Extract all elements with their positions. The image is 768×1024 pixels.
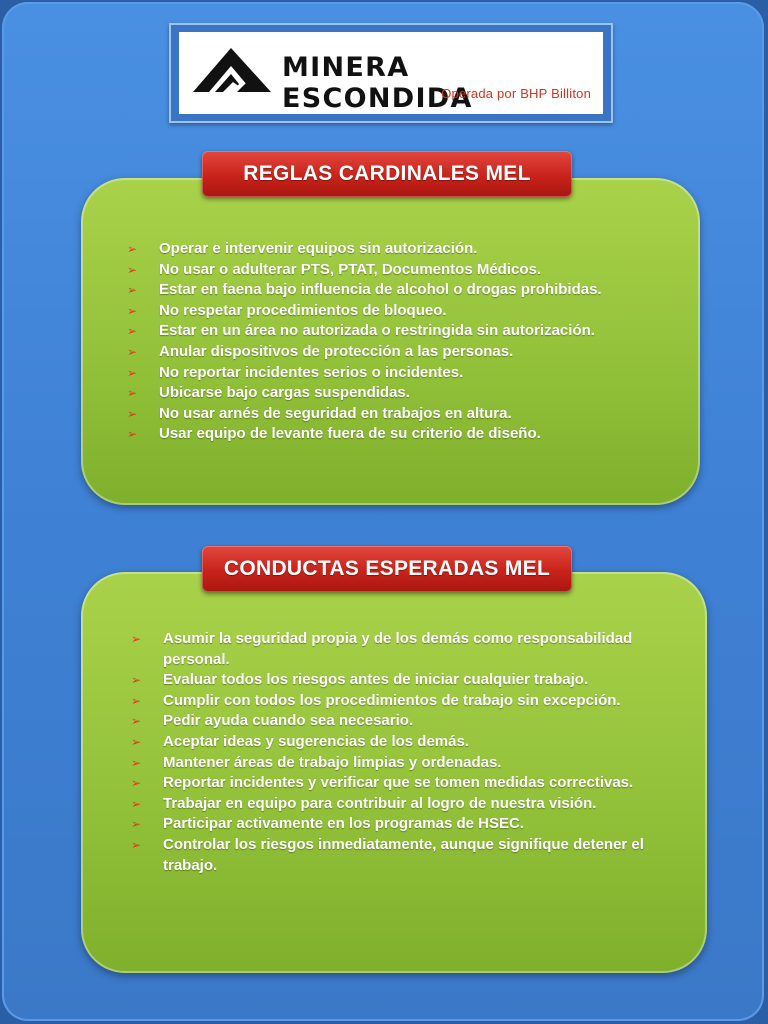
arrow-bullet-icon: ➢ xyxy=(127,262,138,277)
list-item: ➢ No respetar procedimientos de bloqueo. xyxy=(127,301,687,322)
arrow-bullet-icon: ➢ xyxy=(131,714,142,729)
rules-list xyxy=(127,239,687,445)
arrow-bullet-icon: ➢ xyxy=(127,303,138,318)
list-item: ➢ No usar o adulterar PTS, PTAT, Documentos Médicos. xyxy=(127,260,687,281)
arrow-bullet-icon: ➢ xyxy=(131,632,142,646)
arrow-bullet-icon: ➢ xyxy=(131,776,142,791)
company-subtitle: Operada por BHP Billiton xyxy=(441,86,591,101)
list-item: ➢ Cumplir con todos los procedimientos de trabajo sin excepción. xyxy=(131,691,691,712)
arrow-bullet-icon: ➢ xyxy=(127,344,138,359)
logo-frame xyxy=(169,23,613,123)
company-name: MINERA ESCONDIDA xyxy=(282,52,473,114)
arrow-bullet-icon: ➢ xyxy=(131,755,142,770)
arrow-bullet-icon: ➢ xyxy=(131,673,142,688)
arrow-bullet-icon: ➢ xyxy=(127,324,138,339)
arrow-bullet-icon: ➢ xyxy=(131,734,142,749)
list-item: ➢ Estar en faena bajo influencia de alcohol o drogas prohibidas. xyxy=(127,280,687,301)
list-item: ➢ Controlar los riesgos inmediatamente, aunque signifique detener el trabajo. xyxy=(131,835,644,874)
list-item: ➢ Evaluar todos los riesgos antes de iniciar cualquier trabajo. xyxy=(131,670,691,691)
list-item: ➢ Mantener áreas de trabajo limpias y ordenadas. xyxy=(131,753,691,774)
arrow-bullet-icon: ➢ xyxy=(131,693,142,708)
logo-panel xyxy=(179,32,603,114)
arrow-bullet-icon: ➢ xyxy=(131,796,142,811)
arrow-bullet-icon: ➢ xyxy=(131,817,142,832)
arrow-bullet-icon: ➢ xyxy=(127,406,138,421)
rules-title-banner: REGLAS CARDINALES MEL xyxy=(202,151,572,197)
list-item: ➢ Estar en un área no autorizada o restringida sin autorización. xyxy=(127,321,687,342)
list-item: ➢ Usar equipo de levante fuera de su criterio de diseño. xyxy=(127,424,687,445)
list-item: ➢ Asumir la seguridad propia y de los demás como responsabilidad personal. xyxy=(131,630,633,668)
list-item: ➢ Reportar incidentes y verificar que se tomen medidas correctivas. xyxy=(131,773,691,794)
arrow-bullet-icon: ➢ xyxy=(131,837,142,852)
arrow-bullet-icon: ➢ xyxy=(127,242,138,256)
conduct-list xyxy=(131,629,691,876)
mountain-logo-icon xyxy=(193,44,271,94)
arrow-bullet-icon: ➢ xyxy=(127,365,138,380)
list-item: ➢ Aceptar ideas y sugerencias de los demás. xyxy=(131,732,691,753)
arrow-bullet-icon: ➢ xyxy=(127,283,138,298)
list-item: ➢ Anular dispositivos de protección a las personas. xyxy=(127,342,687,363)
list-item: ➢ Trabajar en equipo para contribuir al logro de nuestra visión. xyxy=(131,794,691,815)
poster xyxy=(2,2,764,1021)
list-item: ➢ No usar arnés de seguridad en trabajos en altura. xyxy=(127,404,687,425)
list-item: ➢ Participar activamente en los programas de HSEC. xyxy=(131,814,691,835)
list-item: ➢ Operar e intervenir equipos sin autorización. xyxy=(127,239,687,260)
list-item: ➢ Ubicarse bajo cargas suspendidas. xyxy=(127,383,687,404)
arrow-bullet-icon: ➢ xyxy=(127,386,138,401)
list-item: ➢ Pedir ayuda cuando sea necesario. xyxy=(131,711,691,732)
arrow-bullet-icon: ➢ xyxy=(127,427,138,442)
conduct-title-banner: CONDUCTAS ESPERADAS MEL xyxy=(202,546,572,592)
list-item: ➢ No reportar incidentes serios o incidentes. xyxy=(127,363,687,384)
